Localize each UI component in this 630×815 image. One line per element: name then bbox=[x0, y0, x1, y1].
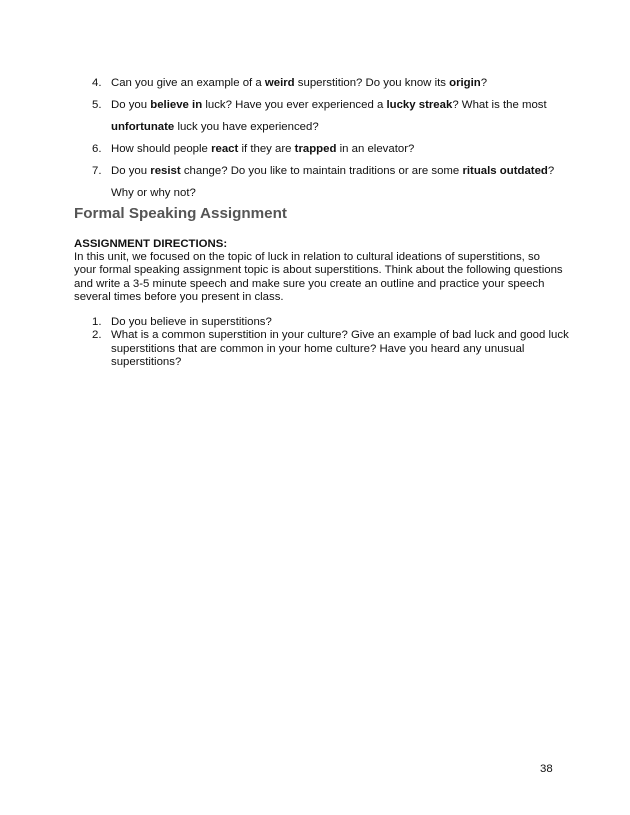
section-title: Formal Speaking Assignment bbox=[74, 205, 287, 222]
discussion-question bbox=[74, 94, 574, 138]
key-vocabulary-term: origin bbox=[449, 77, 481, 89]
question-text-segment: luck you have experienced? bbox=[174, 121, 319, 133]
directions-label: ASSIGNMENT DIRECTIONS: bbox=[74, 238, 228, 250]
question-text-segment: Do you bbox=[111, 99, 151, 111]
key-vocabulary-term: weird bbox=[264, 77, 295, 89]
key-vocabulary-term: trapped bbox=[294, 143, 337, 155]
question-text bbox=[111, 160, 574, 204]
key-vocabulary-term: unfortunate bbox=[111, 121, 175, 133]
question-text-segment: ? Why or why not? bbox=[111, 165, 555, 199]
question-text-segment: ? bbox=[480, 77, 488, 89]
question-text-segment: How should people bbox=[111, 143, 212, 155]
discussion-question bbox=[74, 138, 574, 160]
question-text bbox=[111, 94, 574, 138]
question-number: 2. bbox=[92, 329, 102, 342]
discussion-question bbox=[74, 72, 574, 94]
assignment-question bbox=[74, 316, 574, 329]
question-number: 7. bbox=[92, 165, 102, 177]
discussion-question bbox=[74, 160, 574, 204]
question-number: 1. bbox=[92, 316, 102, 328]
question-text-segment: luck? Have you ever experienced a bbox=[202, 99, 387, 111]
question-text bbox=[111, 72, 574, 94]
question-number: 4. bbox=[92, 77, 102, 89]
page-number: 38 bbox=[540, 763, 553, 775]
key-vocabulary-term: react bbox=[211, 143, 239, 155]
key-vocabulary-term: believe in bbox=[150, 99, 203, 111]
question-text-segment: change? Do you like to maintain traditions or are some bbox=[180, 165, 463, 177]
discussion-question-list bbox=[74, 72, 574, 204]
question-text-segment: if they are bbox=[238, 143, 295, 155]
question-text: Do you believe in superstitions? bbox=[111, 316, 272, 328]
key-vocabulary-term: resist bbox=[150, 165, 181, 177]
question-text bbox=[111, 138, 574, 160]
key-vocabulary-term: rituals outdated bbox=[462, 165, 548, 177]
directions-body: In this unit, we focused on the topic of luck in relation to cultural ideations of superstitions, so your formal speaking assignment topic is about superstitions. Think about the following questions and write a 3-5 minute speech and make sure you create an outline and practice your speech several times before you present in class. bbox=[74, 251, 563, 303]
question-text-segment: ? What is the most bbox=[452, 99, 547, 111]
assignment-question bbox=[74, 329, 574, 369]
question-number: 5. bbox=[92, 99, 102, 111]
question-text-segment: superstition? Do you know its bbox=[294, 77, 450, 89]
question-text-segment: Do you bbox=[111, 165, 151, 177]
question-text-segment: in an elevator? bbox=[336, 143, 415, 155]
question-text-segment: Can you give an example of a bbox=[111, 77, 265, 89]
assignment-question-list bbox=[74, 316, 574, 369]
key-vocabulary-term: lucky streak bbox=[386, 99, 453, 111]
question-text: What is a common superstition in your culture? Give an example of bad luck and good luck superstitions that are common in your home culture? Have you heard any unusual superstitions? bbox=[111, 329, 569, 368]
question-number: 6. bbox=[92, 143, 102, 155]
